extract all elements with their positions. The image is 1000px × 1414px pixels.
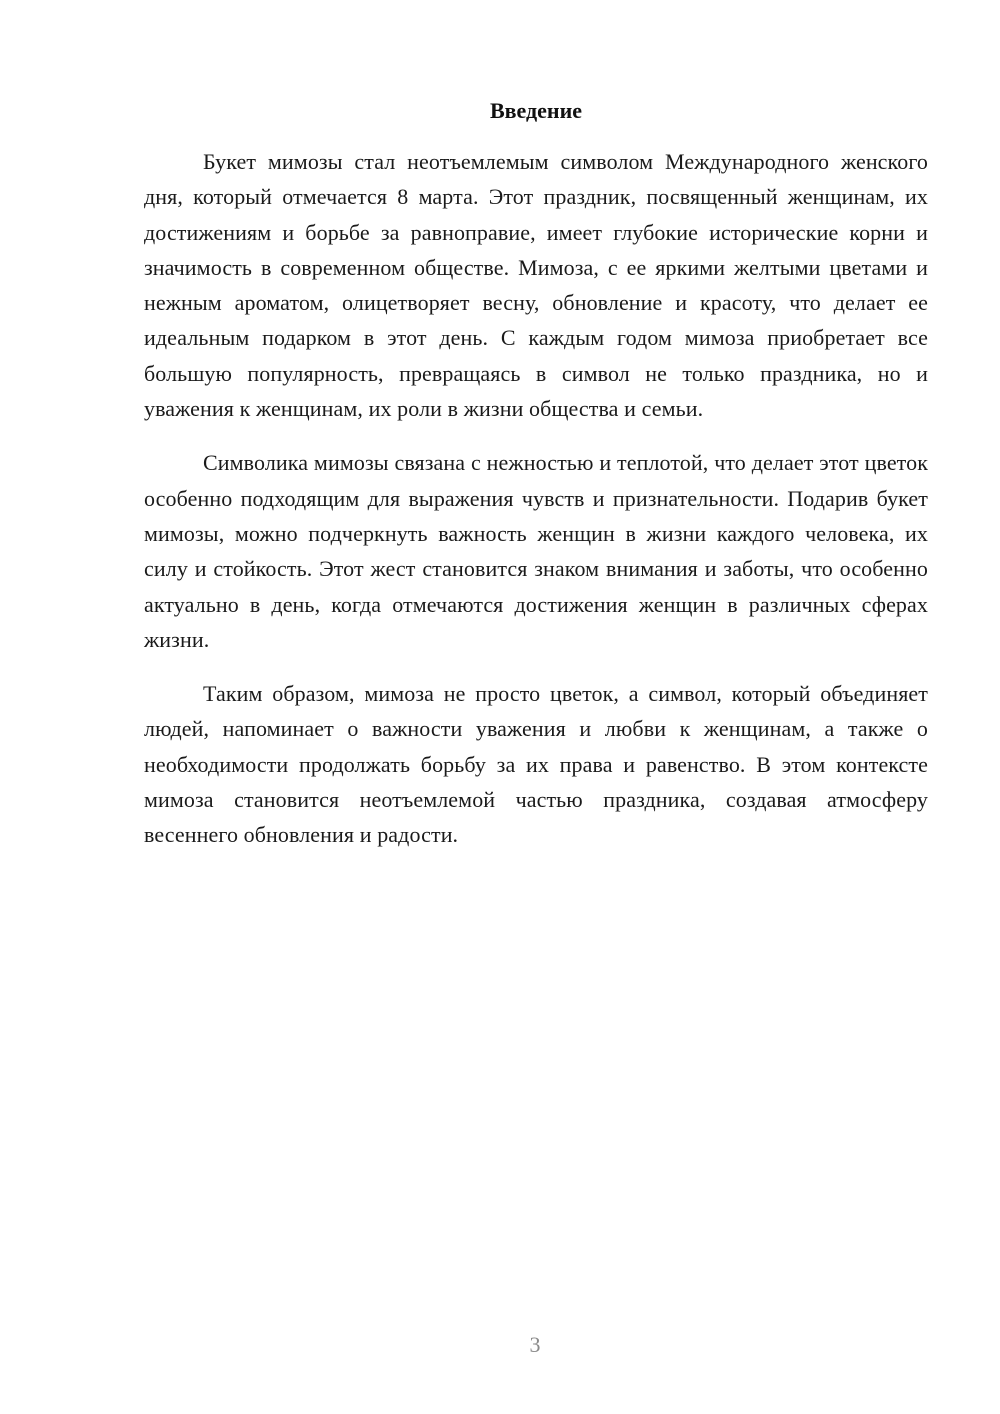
paragraph-1: Букет мимозы стал неотъемлемым символом Международного женского дня, который отмечается 8 марта. Этот праздник, посвященный женщинам, их достижениям и борьбе за равноправие, имеет глубокие исторические корни и значимость в современном обществе. Мимоза, с ее яркими желтыми цветами и нежным ароматом, олицетворяет весну, обновление и красоту, что делает ее идеальным подарком в этот день. С каждым годом мимоза приобретает все большую популярность, превращаясь в символ не только праздника, но и уважения к женщинам, их роли в жизни общества и семьи. [144, 149, 928, 422]
paragraph-2: Символика мимозы связана с нежностью и теплотой, что делает этот цветок особенно подходящим для выражения чувств и признательности. Подарив букет мимозы, можно подчеркнуть важность женщин в жизни каждого человека, их силу и стойкость. Этот жест становится знаком внимания и заботы, что особенно актуально в день, когда отмечаются достижения женщин в различных сферах жизни. [144, 450, 928, 652]
paragraph-3: Таким образом, мимоза не просто цветок, а символ, который объединяет людей, напоминает о важности уважения и любви к женщинам, а также о необходимости продолжать борьбу за их права и равенство. В этом контексте мимоза становится неотъемлемой частью праздника, создавая атмосферу весеннего обновления и радости. [144, 681, 928, 848]
page-content [144, 96, 928, 872]
section-heading: Введение [489, 98, 583, 123]
page-number: 3 [529, 1332, 541, 1357]
